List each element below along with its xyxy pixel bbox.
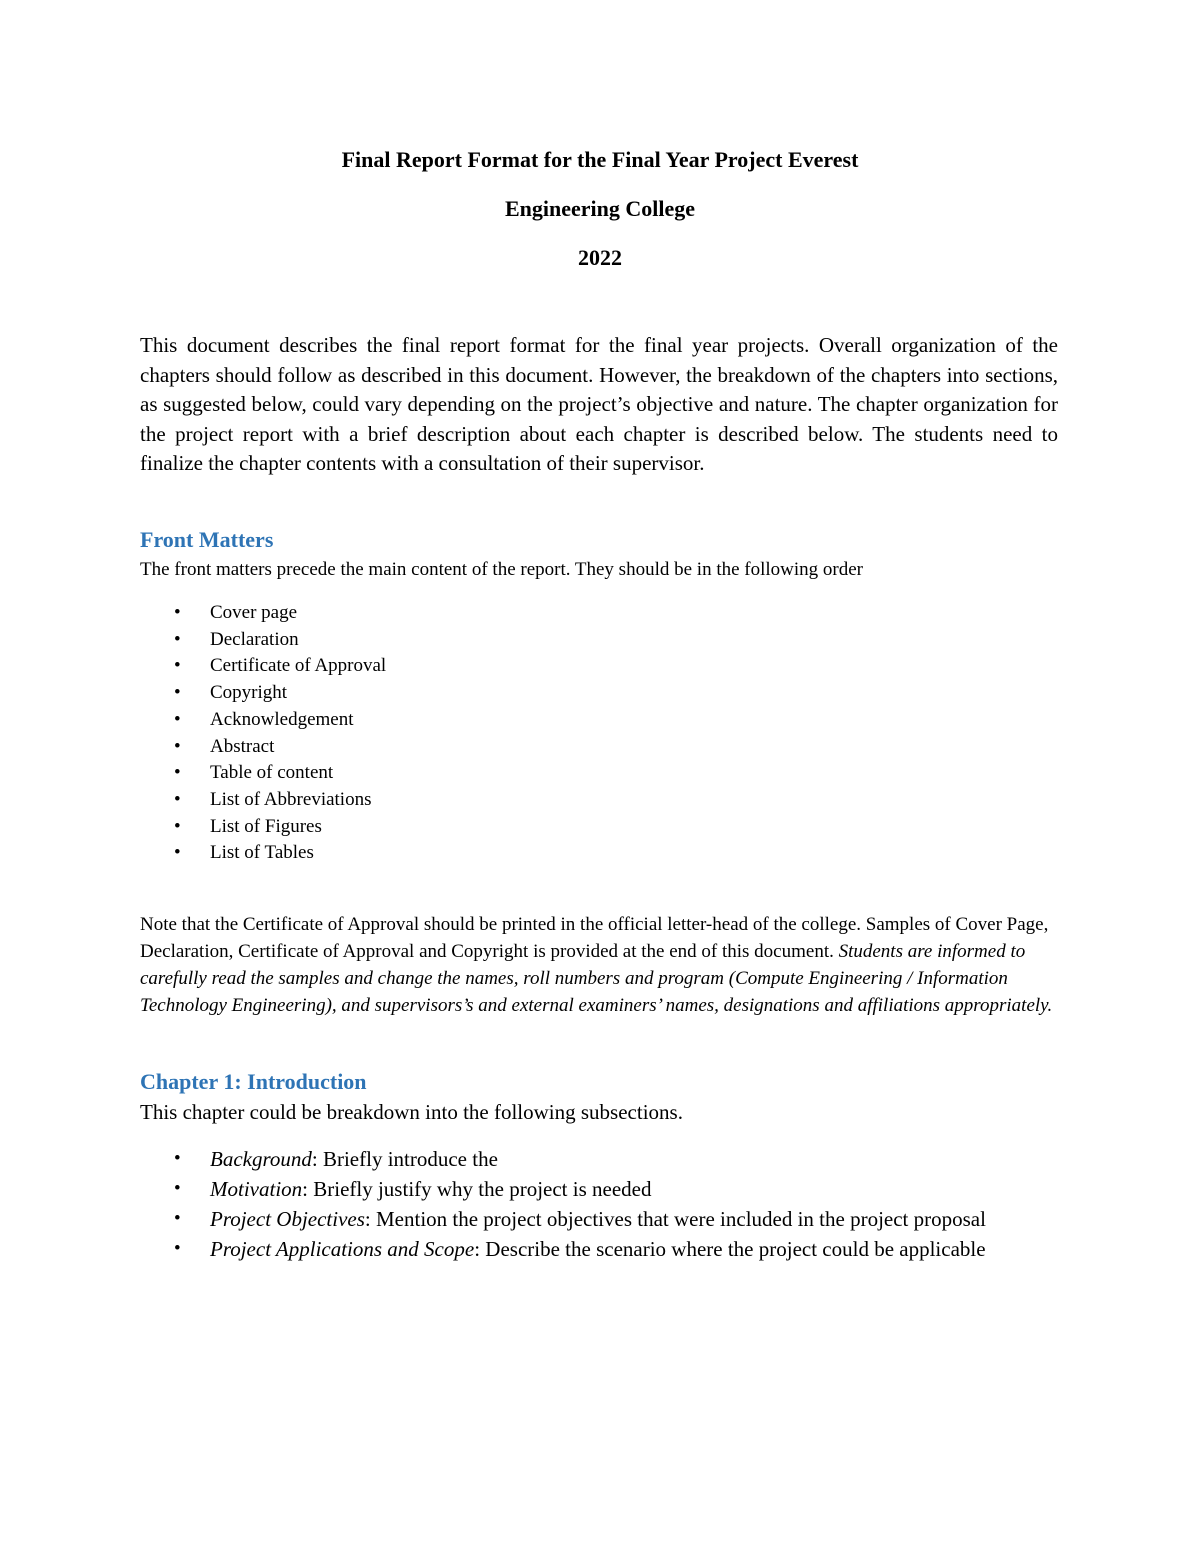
- subsection-term: Motivation: [210, 1177, 303, 1201]
- list-item-label: Cover page: [210, 602, 298, 623]
- bullet-icon: •: [174, 682, 181, 704]
- list-item: [140, 680, 386, 707]
- bullet-icon: •: [174, 762, 181, 784]
- list-item-label: Copyright: [210, 682, 288, 704]
- front-matters-note: [140, 911, 1070, 1019]
- front-matters-heading: Front Matters: [140, 527, 274, 552]
- bullet-icon: •: [174, 602, 181, 623]
- note-emphasis: Students are informed to carefully read the samples and change the names, roll numbers and program (Compute Engineering / Information Technology Engineering), and supervisors’s and external examiners’ names, designations and affiliations appropriately.: [140, 941, 1053, 1016]
- list-item: [140, 600, 386, 627]
- subsection-term: Project Objectives: [210, 1207, 365, 1231]
- list-item: [140, 1234, 1058, 1264]
- bullet-icon: •: [174, 1238, 181, 1259]
- list-item-label: List of Figures: [210, 815, 322, 837]
- bullet-icon: •: [174, 735, 181, 757]
- list-item: [140, 1204, 1058, 1234]
- bullet-icon: •: [174, 1178, 181, 1199]
- subsection-text: : Briefly introduce the: [311, 1147, 498, 1171]
- bullet-icon: •: [174, 788, 181, 810]
- list-item-label: List of Tables: [210, 842, 314, 864]
- front-matters-description: The front matters precede the main content of the report. They should be in the following order: [140, 559, 864, 580]
- bullet-icon: •: [174, 815, 181, 837]
- front-matters-list: [140, 600, 386, 867]
- list-item: [140, 1174, 1058, 1204]
- bullet-icon: •: [174, 628, 181, 650]
- list-item: [140, 707, 386, 734]
- list-item-label: Abstract: [210, 735, 275, 757]
- list-item-label: Acknowledgement: [210, 708, 354, 730]
- list-item-label: List of Abbreviations: [210, 788, 372, 810]
- document-title-line-2: Engineering College: [504, 196, 696, 221]
- list-item-label: Declaration: [210, 628, 299, 650]
- subsection-term: Project Applications and Scope: [210, 1237, 475, 1261]
- chapter-1-subsection-list: [140, 1144, 1058, 1264]
- bullet-icon: •: [174, 1208, 181, 1229]
- bullet-icon: •: [174, 655, 181, 677]
- document-title-line-1: Final Report Format for the Final Year Project Everest: [341, 147, 859, 172]
- bullet-icon: •: [174, 1148, 181, 1169]
- list-item: [140, 627, 386, 654]
- list-item: [140, 840, 386, 867]
- subsection-text: : Describe the scenario where the project could be applicable: [474, 1237, 986, 1261]
- bullet-icon: •: [174, 842, 181, 864]
- list-item-label: Certificate of Approval: [210, 655, 387, 677]
- list-item-label: Table of content: [210, 762, 334, 784]
- list-item: [140, 734, 386, 761]
- document-title-year: 2022: [578, 245, 622, 270]
- note-text: Note that the Certificate of Approval should be printed in the official letter-head of the college. Samples of Cover Page, Declaration, Certificate of Approval and Copyright is provided at the end of this document.: [140, 914, 1049, 962]
- list-item: [140, 787, 386, 814]
- list-item: [140, 653, 386, 680]
- list-item: [140, 1144, 1058, 1174]
- subsection-text: : Mention the project objectives that were included in the project proposal: [364, 1207, 986, 1231]
- chapter-1-heading: Chapter 1: Introduction: [140, 1069, 367, 1094]
- subsection-text: : Briefly justify why the project is needed: [302, 1177, 652, 1201]
- subsection-term: Background: [210, 1147, 312, 1171]
- chapter-1-description: This chapter could be breakdown into the following subsections.: [140, 1100, 683, 1124]
- list-item: [140, 814, 386, 841]
- bullet-icon: •: [174, 708, 181, 730]
- list-item: [140, 760, 386, 787]
- intro-paragraph: This document describes the final report format for the final year projects. Overall organization of the chapters should follow as described in this document. However, the breakdown of the chapters into sections, as suggested below, could vary depending on the project’s objective and nature. The chapter organization for the project report with a brief description about each chapter is described below. The students need to finalize the chapter contents with a consultation of their supervisor.: [140, 333, 1058, 476]
